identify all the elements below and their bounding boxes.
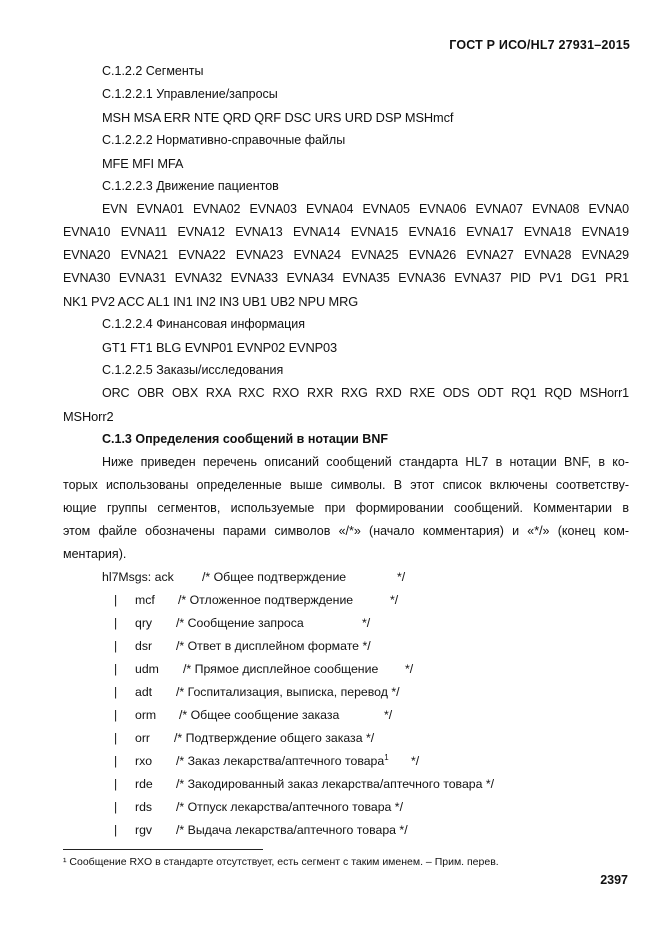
comment-end: */	[390, 593, 399, 607]
message-code: adt	[135, 685, 153, 699]
message-comment: /* Общее подтверждение	[202, 570, 347, 584]
segment-codes-patient-line: EVN EVNA01 EVNA02 EVNA03 EVNA04 EVNA05 EVNA06 EVNA07 EVNA08 EVNA0	[102, 202, 629, 216]
message-comment: /* Закодированный заказ лекарства/аптечного товара */	[176, 777, 495, 791]
choice-separator: |	[114, 685, 118, 699]
comment-end: */	[384, 708, 393, 722]
segment-codes-patient-line: EVNA20 EVNA21 EVNA22 EVNA23 EVNA24 EVNA25 EVNA26 EVNA27 EVNA28 EVNA29	[63, 248, 629, 262]
choice-separator: |	[114, 593, 118, 607]
segment-codes-patient-line: EVNA30 EVNA31 EVNA32 EVNA33 EVNA34 EVNA35 EVNA36 EVNA37 PID PV1 DG1 PR1	[63, 271, 629, 285]
message-code: udm	[135, 662, 159, 676]
choice-separator: |	[114, 800, 118, 814]
message-comment: /* Выдача лекарства/аптечного товара */	[176, 823, 408, 837]
message-code: orm	[135, 708, 157, 722]
message-comment: /* Общее сообщение заказа	[179, 708, 340, 722]
paragraph-line: ментария).	[63, 547, 127, 561]
paragraph-line: Ниже приведен перечень описаний сообщений стандарта HL7 в нотации BNF, в ко-	[102, 455, 629, 469]
choice-separator: |	[114, 616, 118, 630]
paragraph-line: ющие группы сегментов, используемые при формировании сообщений. Комментарии в	[63, 501, 629, 515]
message-comment: /* Ответ в дисплейном формате */	[176, 639, 371, 653]
choice-separator: |	[114, 754, 118, 768]
message-code: rds	[135, 800, 153, 814]
page-number: 2397	[600, 873, 628, 887]
choice-separator: |	[114, 708, 118, 722]
section-c1-2-2-2-heading: С.1.2.2.2 Нормативно-справочные файлы	[102, 133, 346, 147]
section-c1-2-2-3-heading: С.1.2.2.3 Движение пациентов	[102, 179, 279, 193]
message-code: rxo	[135, 754, 153, 768]
choice-separator: |	[114, 823, 118, 837]
message-code: rde	[135, 777, 153, 791]
segment-codes-master-files: MFE MFI MFA	[102, 156, 184, 171]
segment-codes-orders-line: ORC OBR OBX RXA RXC RXO RXR RXG RXD RXE ODS ODT RQ1 RQD MSHorr1	[102, 386, 629, 400]
footnote: ¹ Сообщение RXO в стандарте отсутствует, есть сегмент с таким именем. – Прим. перев.	[63, 856, 499, 868]
message-comment: /* Госпитализация, выписка, перевод */	[176, 685, 400, 699]
message-comment: /* Сообщение запроса	[176, 616, 304, 630]
message-comment: /* Заказ лекарства/аптечного товара$^1$	[176, 752, 389, 768]
message-code: orr	[135, 731, 151, 745]
section-c1-2-2-4-heading: С.1.2.2.4 Финансовая информация	[102, 317, 306, 331]
section-c1-2-2-1-heading: С.1.2.2.1 Управление/запросы	[102, 87, 278, 101]
message-code: mcf	[135, 593, 155, 607]
segment-codes-orders-line: MSHorr2	[63, 409, 114, 424]
segment-codes-control: MSH MSA ERR NTE QRD QRF DSC URS URD DSP MSHmcf	[102, 110, 454, 125]
message-comment: /* Подтверждение общего заказа */	[174, 731, 375, 745]
choice-separator: |	[114, 662, 118, 676]
comment-end: */	[397, 570, 406, 584]
section-c1-2-2-heading: С.1.2.2 Сегменты	[102, 64, 204, 78]
messages-label: hl7Msgs: ack	[102, 570, 174, 584]
comment-end: */	[405, 662, 414, 676]
section-c1-3-heading: С.1.3 Определения сообщений в нотации BNF	[102, 432, 388, 446]
message-code: rgv	[135, 823, 153, 837]
comment-end: */	[411, 754, 420, 768]
comment-end: */	[362, 616, 371, 630]
segment-codes-financial: GT1 FT1 BLG EVNP01 EVNP02 EVNP03	[102, 340, 338, 355]
choice-separator: |	[114, 731, 118, 745]
choice-separator: |	[114, 639, 118, 653]
segment-codes-patient-line: NK1 PV2 ACC AL1 IN1 IN2 IN3 UB1 UB2 NPU MRG	[63, 294, 359, 309]
segment-codes-patient-line: EVNA10 EVNA11 EVNA12 EVNA13 EVNA14 EVNA15 EVNA16 EVNA17 EVNA18 EVNA19	[63, 225, 629, 239]
footnote-divider	[63, 849, 263, 850]
message-code: qry	[135, 616, 153, 630]
message-comment: /* Прямое дисплейное сообщение	[183, 662, 379, 676]
section-c1-2-2-5-heading: С.1.2.2.5 Заказы/исследования	[102, 363, 284, 377]
paragraph-line: этом файле обозначены парами символов «/*» (начало комментария) и «*/» (конец ком-	[63, 524, 629, 538]
message-comment: /* Отложенное подтверждение	[178, 593, 354, 607]
document-header: ГОСТ Р ИСО/HL7 27931–2015	[449, 38, 630, 52]
message-comment: /* Отпуск лекарства/аптечного товара */	[176, 800, 403, 814]
footnote-marker: 1	[384, 752, 389, 762]
choice-separator: |	[114, 777, 118, 791]
paragraph-line: торых использованы определенные выше символы. В этот список включены соответству-	[63, 478, 629, 492]
message-code: dsr	[135, 639, 153, 653]
